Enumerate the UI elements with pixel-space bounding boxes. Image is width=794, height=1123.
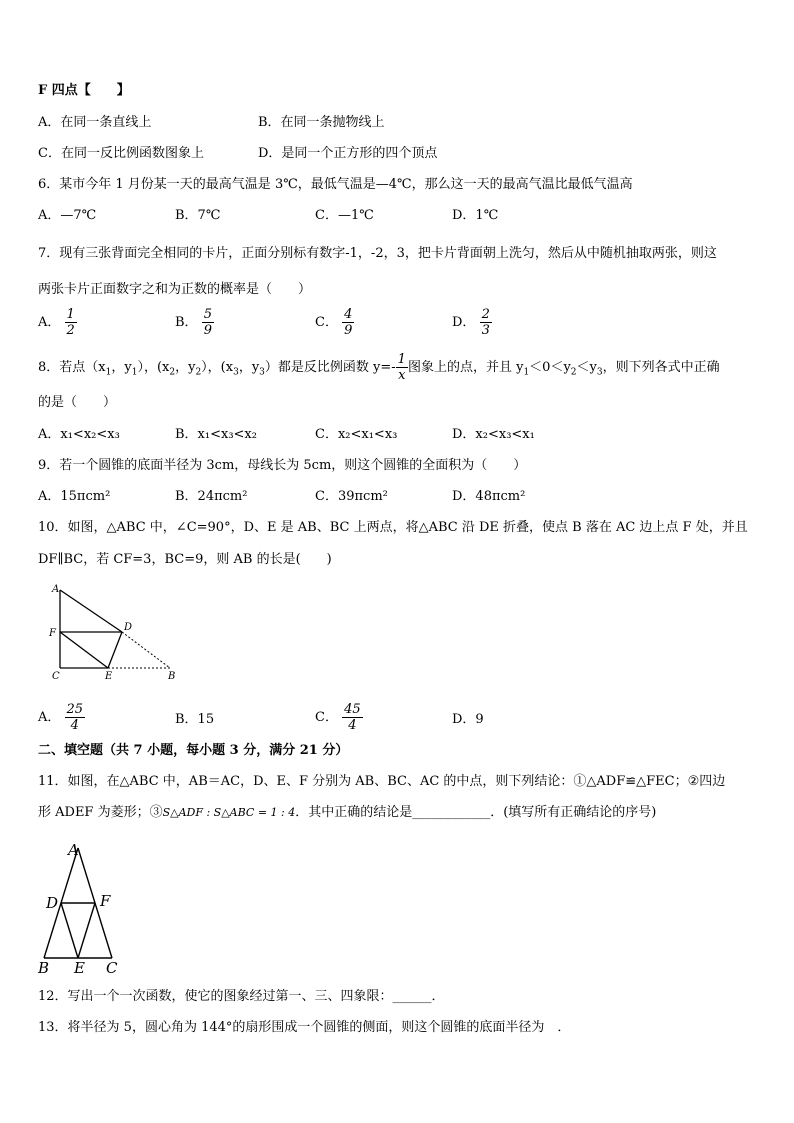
option-label: C． — [315, 315, 338, 330]
subscript: 3 — [233, 367, 239, 378]
section-heading: 二、填空题（共 7 小题，每小题 3 分，满分 21 分） — [38, 743, 349, 758]
q9-option-c: C．39πcm² — [315, 489, 388, 504]
q6-option-d: D．1℃ — [452, 208, 499, 223]
q9-option-d: D．48πcm² — [452, 489, 526, 504]
subscript: 2 — [169, 367, 176, 378]
label-c: C — [52, 671, 60, 682]
q12-stem: 12．写出一个一次函数，使它的图象经过第一、三、四象限：______． — [38, 989, 445, 1004]
q7-option-d — [452, 307, 492, 338]
segment-ad — [60, 590, 122, 632]
label-b: B — [168, 671, 176, 682]
q10-stem-line2: DF∥BC，若 CF=3，BC=9，则 AB 的长是( ) — [38, 552, 332, 567]
label-c: C — [106, 959, 118, 977]
q9-stem: 9．若一个圆锥的底面半径为 3cm，母线长为 5cm，则这个圆锥的全面积为（ ） — [38, 458, 527, 473]
text-run: ，y — [175, 360, 196, 375]
q7-option-c — [315, 307, 354, 338]
text-run: 8．若点（x — [38, 360, 106, 375]
q7-option-a — [38, 307, 77, 338]
label-f: F — [49, 628, 56, 639]
text-run: ，y — [111, 360, 132, 375]
option-label: A． — [38, 710, 61, 725]
q9-option-a: A．15πcm² — [38, 489, 111, 504]
fraction-denominator: 4 — [348, 718, 357, 733]
segment-de — [61, 903, 78, 958]
q9-option-b: B．24πcm² — [175, 489, 248, 504]
q6-option-b: B．7℃ — [175, 208, 221, 223]
fraction-numerator: 5 — [203, 307, 212, 322]
subscript: 1 — [523, 367, 530, 378]
q11-stem-line1: 11．如图，在△ABC 中，AB＝AC，D、E、F 分别为 AB、BC、AC 的中点，则下列结论：①△ADF≌△FEC；②四边 — [38, 774, 726, 789]
text-run: ）都是反比例函数 y=- — [264, 360, 396, 375]
q5-option-d: D．是同一个正方形的四个顶点 — [258, 146, 438, 161]
label-f: F — [100, 892, 111, 910]
q11-triangle-figure — [36, 838, 131, 978]
label-b: B — [38, 959, 50, 977]
q8-stem-line1 — [38, 351, 720, 390]
q11-stem-line2 — [38, 804, 656, 822]
fraction — [480, 307, 492, 338]
fraction — [65, 307, 77, 338]
q10-stem-line1: 10．如图，△ABC 中，∠C=90°，D、E 是 AB、BC 上两点，将△ABC 沿 DE 折叠，使点 B 落在 AC 边上点 F 处，并且 — [38, 520, 748, 535]
segment-db-dashed — [122, 632, 170, 668]
label-a: A — [68, 841, 79, 859]
fraction — [342, 307, 354, 338]
fraction-numerator: 1 — [66, 307, 75, 322]
q8-option-b: B．x₁<x₃<x₂ — [175, 427, 257, 442]
text-run: ），(x — [137, 360, 170, 375]
q5-option-a: A．在同一条直线上 — [38, 115, 152, 130]
fraction — [202, 307, 214, 338]
label-a: A — [52, 584, 60, 595]
q13-stem: 13．将半径为 5，圆心角为 144°的扇形围成一个圆锥的侧面，则这个圆锥的底面半径为 ． — [38, 1020, 571, 1035]
subscript: 1 — [105, 367, 112, 378]
fraction-denominator: x — [398, 368, 406, 383]
q5-option-c: C．在同一反比例函数图象上 — [38, 146, 204, 161]
fraction-denominator: 9 — [203, 323, 212, 338]
label-e: E — [74, 959, 85, 977]
option-label: C． — [315, 710, 338, 725]
q8-option-c: C．x₂<x₁<x₃ — [315, 427, 398, 442]
q8-option-d: D．x₂<x₃<x₁ — [452, 427, 535, 442]
q5-tail: F 四点【 】 — [38, 83, 130, 98]
subscript: 2 — [570, 367, 577, 378]
label-d: D — [124, 622, 133, 633]
q10-option-a — [38, 702, 85, 733]
fraction — [396, 352, 408, 383]
text-run: ＜y — [576, 360, 597, 375]
fraction-denominator: 3 — [481, 323, 490, 338]
q10-triangle-figure — [40, 580, 190, 685]
text-run: ．其中正确的结论是____________．(填写所有正确结论的序号) — [295, 805, 657, 820]
label-e: E — [105, 671, 113, 682]
text-run: 图象上的点，并且 y — [407, 360, 524, 375]
q10-option-d: D．9 — [452, 712, 484, 727]
fraction-numerator: 1 — [397, 352, 406, 367]
fraction-numerator: 45 — [344, 702, 361, 717]
subscript: 2 — [195, 367, 202, 378]
q5-option-b: B．在同一条抛物线上 — [258, 115, 385, 130]
q7-stem-line1: 7．现有三张背面完全相同的卡片，正面分别标有数字-1，-2，3，把卡片背面朝上洗匀，然后从中随机抽取两张，则这 — [38, 246, 717, 261]
text-run: ＜0＜y — [529, 360, 571, 375]
fraction-denominator: 9 — [344, 323, 353, 338]
fraction-numerator: 4 — [344, 307, 353, 322]
text-run: ，y — [238, 360, 260, 375]
text-run: 形 ADEF 为菱形；③ — [38, 805, 163, 820]
q6-stem: 6．某市今年 1 月份某一天的最高气温是 3℃，最低气温是—4℃，那么这一天的最高气温比最低气温高 — [38, 177, 633, 192]
fraction-denominator: 2 — [66, 323, 75, 338]
q7-option-b — [175, 307, 214, 338]
subscript: 1 — [131, 367, 138, 378]
area-ratio-formula: S△ADF : S△ABC = 1 : 4 — [162, 806, 296, 819]
subscript: 3 — [259, 367, 265, 378]
option-label: D． — [452, 315, 476, 330]
fraction — [342, 702, 363, 733]
q8-stem-line2: 的是（ ） — [38, 395, 117, 410]
fraction — [65, 702, 86, 733]
q10-option-b: B．15 — [175, 712, 215, 727]
text-run: ，则下列各式中正确 — [602, 360, 720, 375]
q6-option-c: C．—1℃ — [315, 208, 374, 223]
fraction-denominator: 4 — [70, 718, 79, 733]
segment-fe — [78, 903, 95, 958]
option-label: B． — [175, 315, 198, 330]
segment-de — [108, 632, 122, 668]
option-label: A． — [38, 315, 61, 330]
subscript: 3 — [596, 367, 603, 378]
text-run: ），(x — [201, 360, 234, 375]
fraction-numerator: 2 — [481, 307, 490, 322]
fraction-numerator: 25 — [66, 702, 84, 717]
q8-option-a: A．x₁<x₂<x₃ — [38, 427, 120, 442]
q7-stem-line2: 两张卡片正面数字之和为正数的概率是（ ） — [38, 282, 312, 297]
q6-option-a: A．—7℃ — [38, 208, 97, 223]
segment-fe — [60, 632, 108, 668]
q10-option-c — [315, 702, 363, 733]
label-d: D — [46, 894, 59, 912]
